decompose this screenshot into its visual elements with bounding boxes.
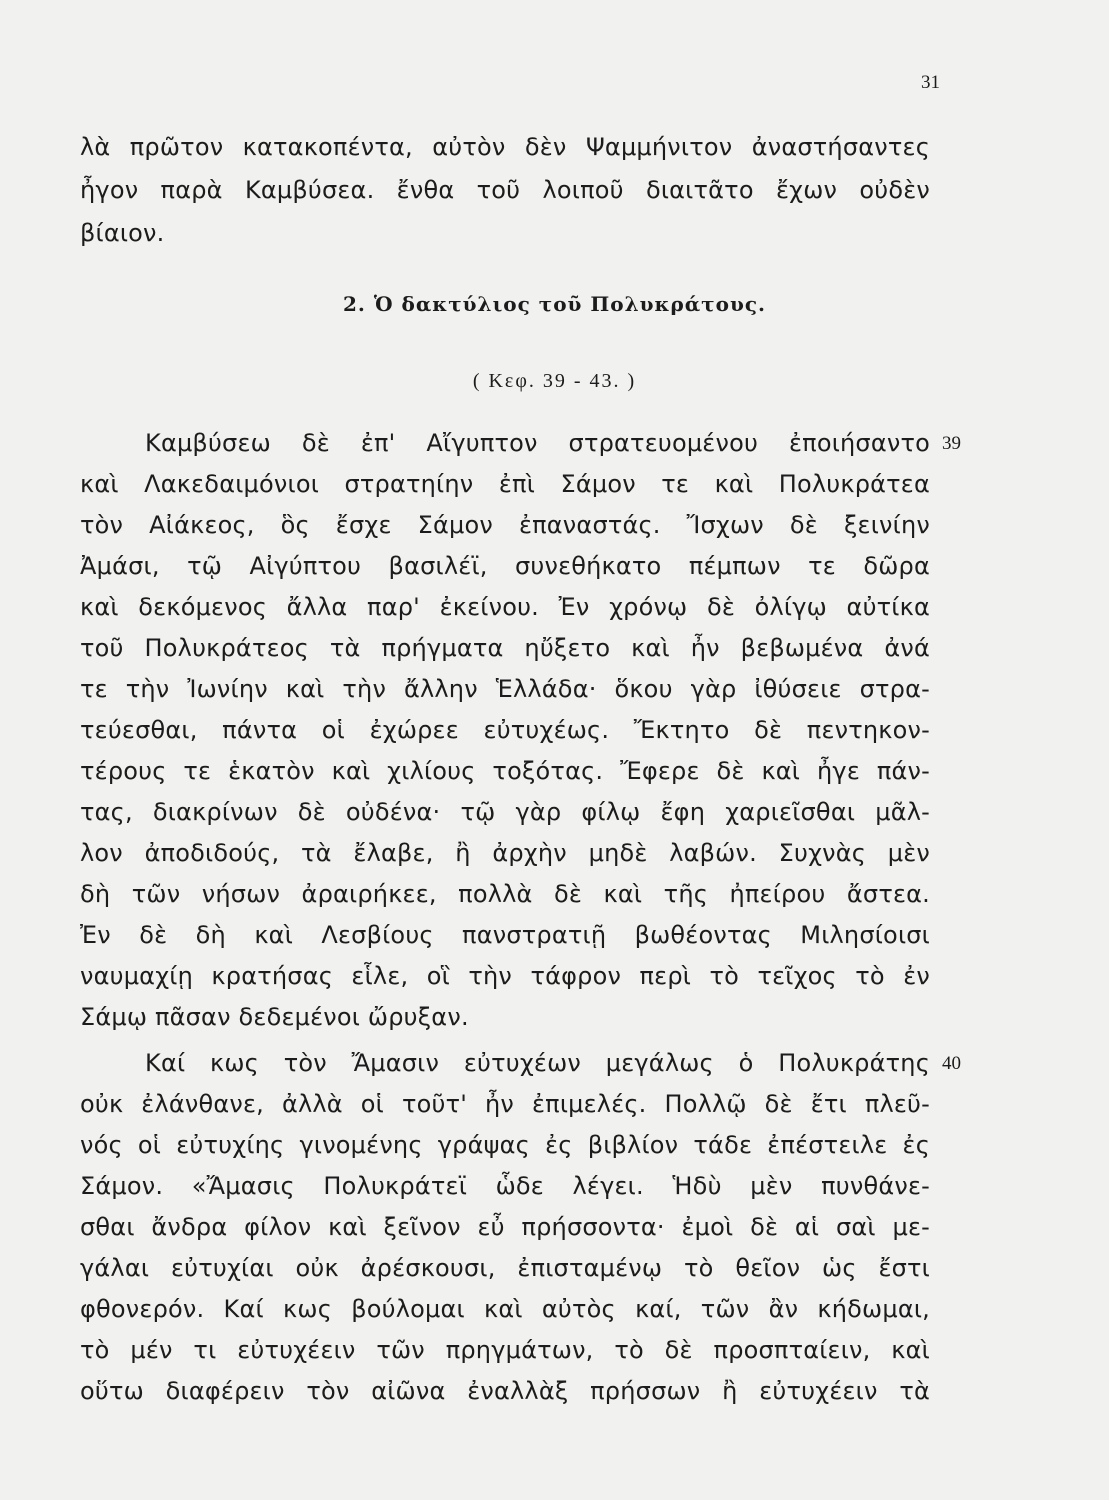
text-line: καὶ Λακεδαιμόνιοι στρατηίην ἐπὶ Σάμον τε καὶ Πολυκράτεα — [80, 470, 930, 498]
text-line: Καμβύσεω δὲ ἐπ' Αἴγυπτον στρατευομένου ἐποιήσαντο — [145, 429, 930, 457]
text-line: οὕτω διαφέρειν τὸν αἰῶνα ἐναλλὰξ πρήσσων ἢ εὐτυχέειν τὰ — [80, 1377, 930, 1405]
section-heading: 2. Ὁ δακτύλιος τοῦ Πολυκράτους. — [343, 292, 766, 316]
text-line: τας, διακρίνων δὲ οὐδένα· τῷ γὰρ φίλῳ ἔφη χαριεῖσθαι μᾶλ- — [80, 798, 930, 826]
text-line: καὶ δεκόμενος ἄλλα παρ' ἐκείνου. Ἐν χρόνῳ δὲ ὀλίγῳ αὐτίκα — [80, 593, 930, 621]
text-line: ναυμαχίῃ κρατήσας εἷλε, οἳ τὴν τάφρον περὶ τὸ τεῖχος τὸ ἐν — [80, 962, 930, 990]
text-line: Καί κως τὸν Ἄμασιν εὐτυχέων μεγάλως ὁ Πολυκράτης — [145, 1049, 930, 1077]
text-line: φθονερόν. Καί κως βούλομαι καὶ αὐτὸς καί, τῶν ἂν κήδωμαι, — [80, 1295, 930, 1323]
text-line: τὸν Αἰάκεος, ὃς ἔσχε Σάμον ἐπαναστάς. Ἴσχων δὲ ξεινίην — [80, 511, 930, 539]
text-line: Σάμῳ πᾶσαν δεδεμένοι ὤρυξαν. — [80, 1003, 469, 1031]
page-number: 31 — [921, 72, 940, 93]
chapter-reference: ( Κεφ. 39 - 43. ) — [472, 370, 637, 392]
text-line: νός οἱ εὐτυχίης γινομένης γράψας ἐς βιβλίον τάδε ἐπέστειλε ἐς — [80, 1131, 930, 1159]
text-line: οὐκ ἐλάνθανε, ἀλλὰ οἱ τοῦτ' ἦν ἐπιμελές. Πολλῷ δὲ ἔτι πλεῦ- — [80, 1090, 930, 1118]
text-line: τεύεσθαι, πάντα οἱ ἐχώρεε εὐτυχέως. Ἔκτητο δὲ πεντηκον- — [80, 716, 930, 744]
text-line: τοῦ Πολυκράτεος τὰ πρήγματα ηὔξετο καὶ ἦν βεβωμένα ἀνά — [80, 634, 930, 662]
text-line: βίαιον. — [80, 219, 165, 247]
margin-number: 39 — [942, 433, 961, 454]
text-line: δὴ τῶν νήσων ἀραιρήκεε, πολλὰ δὲ καὶ τῆς ἠπείρου ἄστεα. — [80, 880, 930, 908]
text-line: λὰ πρῶτον κατακοπέντα, αὐτὸν δὲν Ψαμμήνιτον ἀναστήσαντες — [80, 133, 930, 161]
text-line: Σάμον. «Ἄμασις Πολυκράτεϊ ὧδε λέγει. Ἡδὺ μὲν πυνθάνε- — [80, 1172, 930, 1200]
text-line: τε τὴν Ἰωνίην καὶ τὴν ἄλλην Ἑλλάδα· ὅκου γὰρ ἰθύσειε στρα- — [80, 675, 930, 703]
text-line: ἦγον παρὰ Καμβύσεα. ἔνθα τοῦ λοιποῦ διαιτᾶτο ἔχων οὐδὲν — [80, 176, 930, 204]
margin-number: 40 — [942, 1053, 961, 1074]
text-line: σθαι ἄνδρα φίλον καὶ ξεῖνον εὖ πρήσσοντα· ἐμοὶ δὲ αἱ σαὶ με- — [80, 1213, 930, 1241]
text-line: γάλαι εὐτυχίαι οὐκ ἀρέσκουσι, ἐπισταμένῳ τὸ θεῖον ὡς ἔστι — [80, 1254, 930, 1282]
text-line: λον ἀποδιδούς, τὰ ἔλαβε, ἢ ἀρχὴν μηδὲ λαβών. Συχνὰς μὲν — [80, 839, 930, 867]
text-line: τέρους τε ἑκατὸν καὶ χιλίους τοξότας. Ἔφερε δὲ καὶ ἦγε πάν- — [80, 757, 930, 785]
text-line: τὸ μέν τι εὐτυχέειν τῶν πρηγμάτων, τὸ δὲ προσπταίειν, καὶ — [80, 1336, 930, 1364]
text-line: Ἐν δὲ δὴ καὶ Λεσβίους πανστρατιῇ βωθέοντας Μιλησίοισι — [80, 921, 930, 949]
text-line: Ἀμάσι, τῷ Αἰγύπτου βασιλέϊ, συνεθήκατο πέμπων τε δῶρα — [80, 552, 930, 580]
